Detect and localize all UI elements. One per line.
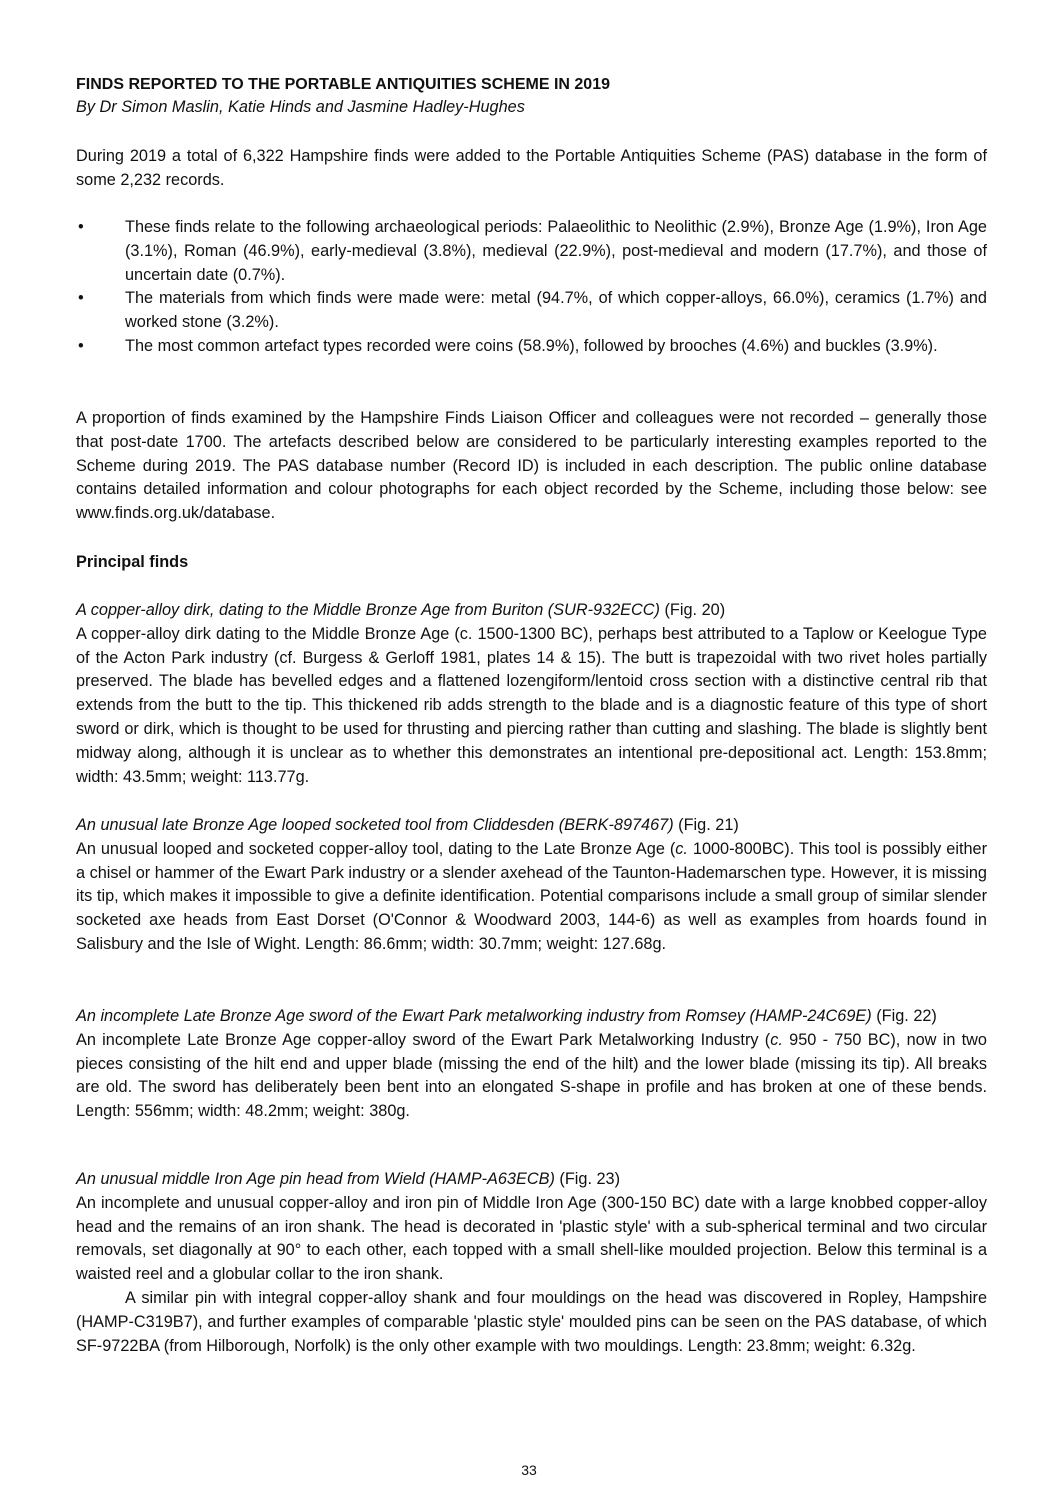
figure-reference: (Fig. 23) bbox=[554, 1170, 621, 1188]
find-description-continued: A similar pin with integral copper-alloy shank and four mouldings on the head was discovered in Ropley, Hampshire (HAMP-C319B7), and further examples of comparable 'plastic style' moulded pins can be seen on the PAS database, of which SF-9722BA (from Hilborough, Norfolk) is the only other example with two mouldings. Length: 23.8mm; weight: 6.32g. bbox=[76, 1288, 987, 1355]
find-heading bbox=[76, 1005, 987, 1029]
figure-reference: (Fig. 20) bbox=[659, 601, 726, 619]
find-title: An incomplete Late Bronze Age sword of the Ewart Park metalworking industry from Romsey (HAMP-24C69E) bbox=[76, 1007, 872, 1025]
find-title: An unusual late Bronze Age looped socketed tool from Cliddesden (BERK-897467) bbox=[76, 816, 674, 834]
bullet-icon: • bbox=[78, 218, 84, 236]
find-description: A copper-alloy dirk dating to the Middle Bronze Age (c. 1500-1300 BC), perhaps best attributed to a Taplow or Keelogue Type of the Acton Park industry (cf. Burgess & Gerloff 1981, plates 14 & 15). The butt is trapezoidal with two rivet holes partially preserved. The blade has bevelled edges and a flattened lozengiform/lentoid cross section with a distinctive central rib that extends from the butt to the tip. This thickened rib adds strength to the blade and is a diagnostic feature of this type of short sword or dirk, which is thought to be used for thrusting and piercing rather than cutting and slashing. The blade is slightly bent midway along, although it is unclear as to whether this demonstrates an intentional pre-depositional act. Length: 153.8mm; width: 43.5mm; weight: 113.77g. bbox=[76, 624, 987, 786]
find-heading bbox=[76, 599, 987, 623]
figure-reference: (Fig. 22) bbox=[871, 1007, 937, 1025]
methodology-paragraph: A proportion of finds examined by the Hampshire Finds Liaison Officer and colleagues were not recorded – generally those that post-date 1700. The artefacts described below are considered to be particularly interesting examples reported to the Scheme during 2019. The PAS database number (Record ID) is included in each description. The public online database contains detailed information and colour photographs for each object recorded by the Scheme, including those below: see www.finds.org.uk/database. bbox=[76, 409, 987, 523]
find-entry-dirk bbox=[76, 599, 987, 789]
find-entry-sword bbox=[76, 1005, 987, 1124]
section-heading: Principal finds bbox=[76, 553, 189, 571]
bullet-item-artefact-types: • The most common artefact types recorded were coins (58.9%), followed by brooches (4.6%) and buckles (3.9%). bbox=[76, 335, 987, 359]
bullet-item-periods: • These finds relate to the following archaeological periods: Palaeolithic to Neolithic (2.9%), Bronze Age (1.9%), Iron Age (3.1%), Roman (46.9%), early-medieval (3.8%), medieval (22.9%), post-medieval and modern (17.7%), and those of uncertain date (0.7%). bbox=[78, 218, 987, 284]
intro-paragraph: During 2019 a total of 6,322 Hampshire finds were added to the Portable Antiquities Scheme (PAS) database in the form of some 2,232 records. bbox=[76, 147, 987, 189]
article-byline: By Dr Simon Maslin, Katie Hinds and Jasmine Hadley-Hughes bbox=[76, 98, 525, 116]
article-title: FINDS REPORTED TO THE PORTABLE ANTIQUITIES SCHEME IN 2019 bbox=[76, 76, 610, 93]
page-number: 33 bbox=[521, 1462, 537, 1478]
find-entry-socketed-tool bbox=[76, 814, 987, 957]
bullet-icon: • bbox=[78, 336, 84, 355]
figure-reference: (Fig. 21) bbox=[673, 816, 739, 834]
bullet-item-materials: • The materials from which finds were made were: metal (94.7%, of which copper-alloys, 66.0%), ceramics (1.7%) and worked stone (3.2%). bbox=[78, 289, 987, 332]
find-title: A copper-alloy dirk, dating to the Middle Bronze Age from Buriton (SUR-932ECC) bbox=[76, 601, 660, 619]
find-heading bbox=[76, 1168, 987, 1192]
find-entry-pin-head bbox=[76, 1168, 987, 1358]
find-heading bbox=[76, 814, 987, 838]
find-description: An incomplete Late Bronze Age copper-alloy sword of the Ewart Park Metalworking Industry (c. 950 - 750 BC), now in two pieces consisting of the hilt end and upper blade (missing the end of the hilt) and the lower blade (missing its tip). All breaks are old. The sword has deliberately been bent into an elongated S-shape in profile and has broken at one of these bends. Length: 556mm; width: 48.2mm; weight: 380g. bbox=[76, 1030, 987, 1121]
find-description: An incomplete and unusual copper-alloy and iron pin of Middle Iron Age (300-150 BC) date with a large knobbed copper-alloy head and the remains of an iron shank. The head is decorated in 'plastic style' with a sub-spherical terminal and two circular removals, set diagonally at 90° to each other, each topped with a small shell-like moulded projection. Below this terminal is a waisted reel and a globular collar to the iron shank. bbox=[76, 1193, 987, 1284]
summary-bullet-list bbox=[76, 216, 987, 359]
bullet-icon: • bbox=[78, 289, 84, 308]
find-title: An unusual middle Iron Age pin head from Wield (HAMP-A63ECB) bbox=[76, 1170, 555, 1188]
find-description: An unusual looped and socketed copper-alloy tool, dating to the Late Bronze Age (c. 1000-800BC). This tool is possibly either a chisel or hammer of the Ewart Park industry or a slender axehead of the Taunton-Hademarschen type. However, it is missing its tip, which makes it impossible to give a definite identification. Potential comparisons include a small group of similar slender socketed axe heads from East Dorset (O'Connor & Woodward 2003, 144-6) as well as examples from hoards found in Salisbury and the Isle of Wight. Length: 86.6mm; width: 30.7mm; weight: 127.68g. bbox=[76, 839, 987, 953]
